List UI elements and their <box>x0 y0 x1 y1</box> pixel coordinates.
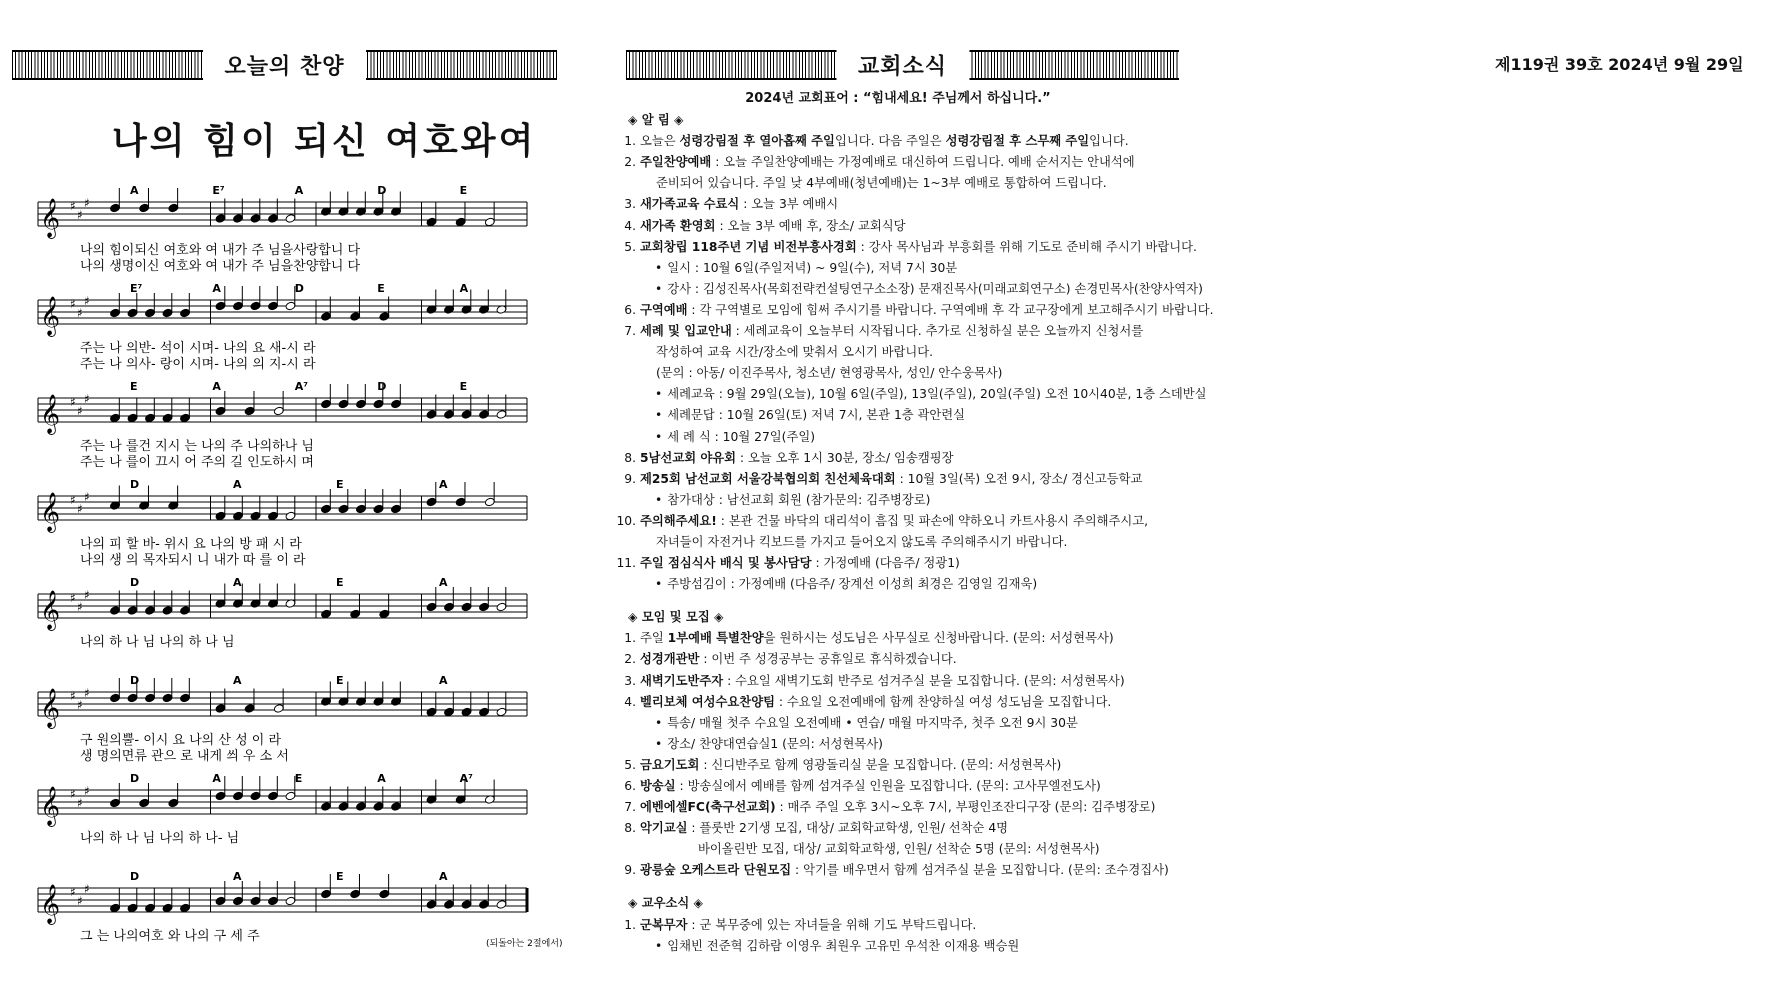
item-heading: 성경개관반 <box>640 652 700 667</box>
lyric-line: 생 명의면류 관으 로 내게 씌 우 소 서 <box>80 749 289 764</box>
item-heading: 제25회 남선교회 서울강북협의회 친선체육대회 <box>640 471 896 486</box>
item-number: 9. <box>624 471 636 486</box>
bullet-line: • 일시 : 10월 6일(주일저녁) ~ 9일(수), 저녁 7시 30분 <box>628 258 1188 279</box>
sharp-sign: ♯ <box>84 882 90 896</box>
praise-header-bar <box>12 50 557 80</box>
notice-item <box>616 511 1188 532</box>
lyric-line: 주는 나 의사- 랑이 시며- 나의 의 지-시 라 <box>80 357 316 372</box>
item-text: : 가정예배 (다음주/ 정광1) <box>811 556 960 571</box>
item-number: 1. <box>624 134 636 149</box>
notice-item <box>624 152 1188 173</box>
item-text: : 방송실에서 예배를 함께 섬겨주실 인원을 모집합니다. (문의: 고사무엘전도사) <box>675 779 1101 793</box>
item-number: 7. <box>624 324 636 339</box>
bullet-line: • 특송/ 매월 첫주 수요일 오전예배 • 연습/ 매월 마지막주, 첫주 오전 9시 30분 <box>628 713 1188 734</box>
chord-label: D <box>130 576 140 589</box>
item-text: 입니다. <box>1089 134 1129 149</box>
bullet-line: • 장소/ 찬양대연습실1 (문의: 서성현목사) <box>628 734 1188 755</box>
lyric-line: 구 원의뿔- 이시 요 나의 산 성 이 라 <box>80 733 282 748</box>
notice-item <box>624 755 1188 776</box>
continuation-line: 자녀들이 자전거나 킥보드를 가지고 들어오지 않도록 주의해주시기 바랍니다. <box>656 534 1068 549</box>
item-text: 입니다. 다음 주일은 <box>834 134 946 149</box>
item-text: : 본관 건물 바닥의 대리석이 흠집 및 파손에 약하오니 카트사용시 주의해주시고, <box>716 513 1149 528</box>
chord-label: D <box>130 772 140 785</box>
chord-label: D <box>130 870 140 883</box>
chord-label: A <box>233 674 242 687</box>
item-heading: 악기교실 <box>640 821 688 836</box>
item-text: 을 원하시는 성도님은 사무실로 신청바랍니다. (문의: 서성현목사) <box>763 631 1114 646</box>
bullet-line: • 강사 : 김성진목사(목회전략컨설팅연구소소장) 문재진목사(미래교회연구소) 손경민목사(찬양사역자) <box>628 279 1188 300</box>
item-text: : 오늘 3부 예배시 <box>739 197 839 212</box>
item-number: 5. <box>624 757 636 772</box>
notice-item <box>624 860 1188 881</box>
chord-label: E⁷ <box>130 282 143 295</box>
chord-label: D <box>294 282 304 295</box>
item-heading: 에벤에셀FC(축구선교회) <box>640 800 776 815</box>
sharp-sign: ♯ <box>77 894 83 908</box>
item-number: 10. <box>616 513 636 528</box>
chord-label: A <box>212 380 221 393</box>
item-text: : 군 복무중에 있는 자녀들을 위해 기도 부탁드립니다. <box>687 917 977 932</box>
chord-label: A <box>130 184 139 197</box>
item-heading: 새벽기도반주자 <box>640 673 724 688</box>
item-heading: 벨리보체 여성수요찬양팀 <box>640 694 775 709</box>
sharp-sign: ♯ <box>84 784 90 798</box>
item-heading: 군복무자 <box>640 917 688 932</box>
lyric-line: 그 는 나의여호 와 나의 구 세 주 <box>80 929 260 944</box>
chord-label: A <box>439 870 448 883</box>
item-heading: 세례 및 입교안내 <box>640 324 732 339</box>
sharp-sign: ♯ <box>77 306 83 320</box>
chord-label: A <box>233 870 242 883</box>
item-number: 4. <box>624 694 636 709</box>
item-heading: 금요기도회 <box>640 757 700 772</box>
item-text: : 10월 3일(목) 오전 9시, 장소/ 경신고등학교 <box>895 471 1143 486</box>
item-number: 5. <box>624 239 636 254</box>
bullet-line: • 참가대상 : 남선교회 회원 (참가문의: 김주병장로) <box>628 490 1188 511</box>
treble-clef: 𝄞 <box>40 884 61 924</box>
chord-label: E <box>336 478 344 491</box>
item-text: : 이번 주 성경공부는 공휴일로 휴식하겠습니다. <box>699 652 957 667</box>
notice-item <box>624 915 1188 936</box>
notice-item <box>624 797 1188 818</box>
chord-label: E <box>459 380 468 393</box>
item-text: : 플룻반 2기생 모집, 대상/ 교회학교학생, 인원/ 선착순 4명 <box>687 821 1009 836</box>
chord-label: A <box>233 478 242 491</box>
item-number: 2. <box>624 652 636 667</box>
treble-clef: 𝄞 <box>40 688 61 728</box>
chord-label: A⁷ <box>294 380 309 393</box>
item-text: : 수요일 새벽기도회 반주로 섬겨주실 분을 모집합니다. (문의: 서성현목사) <box>723 673 1125 688</box>
news-header: 교회소식 <box>836 49 969 82</box>
item-text: : 강사 목사님과 부흥회를 위해 기도로 준비해 주시기 바랍니다. <box>856 239 1197 254</box>
notice-item <box>624 194 1188 215</box>
lyric-line: 주는 나 를이 끄시 어 주의 길 인도하시 며 <box>80 455 314 470</box>
repeat-note: (되돌아는 2절에서) <box>486 939 563 949</box>
chord-label: A <box>439 478 448 491</box>
item-heading: 광릉숲 오케스트라 단원모집 <box>640 863 792 878</box>
item-heading: 1부예배 특별찬양 <box>667 631 764 646</box>
treble-clef: 𝄞 <box>40 786 61 826</box>
item-number: 6. <box>624 302 636 317</box>
sharp-sign: ♯ <box>70 885 76 899</box>
notice-item <box>624 649 1188 670</box>
sharp-sign: ♯ <box>84 294 90 308</box>
song-title: 나의 힘이 되신 여호와여 <box>112 121 537 162</box>
item-number: 4. <box>624 218 636 233</box>
sharp-sign: ♯ <box>84 686 90 700</box>
lyric-line: 나의 생 의 목자되시 니 내가 따 를 이 라 <box>80 553 306 568</box>
item-heading: 새가족교육 수료식 <box>640 197 740 212</box>
item-text: : 각 구역별로 모임에 힘써 주시기를 바랍니다. 구역예배 후 각 교구장에게 보고해주시기 바랍니다. <box>687 302 1214 317</box>
item-number: 1. <box>624 917 636 932</box>
church-motto: 2024년 교회표어 : “힘내세요! 주님께서 하십니다.” <box>745 91 1051 106</box>
continuation-line: (문의 : 아동/ 이진주목사, 청소년/ 현영광목사, 성인/ 안수웅목사) <box>656 366 1003 381</box>
item-text: : 오늘 3부 예배 후, 장소/ 교회식당 <box>715 218 906 233</box>
item-heading: 성령강림절 후 열아홉째 주일 <box>679 134 835 149</box>
treble-clef: 𝄞 <box>40 492 61 532</box>
bullet-line: • 세례교육 : 9월 29일(오늘), 10월 6일(주일), 13일(주일), 20일(주일) 오전 10시40분, 1층 스데반실 <box>628 384 1188 405</box>
item-number: 3. <box>624 673 636 688</box>
chord-label: A <box>212 282 221 295</box>
chord-label: D <box>130 674 140 687</box>
item-text: : 오늘 주일찬양예배는 가정예배로 대신하여 드립니다. 예배 순서지는 안내석에 <box>711 155 1135 170</box>
item-text: : 악기를 배우면서 함께 섬겨주실 분을 모집합니다. (문의: 조수경집사) <box>791 863 1169 878</box>
item-heading: 주일찬양예배 <box>640 155 712 170</box>
bullet-line: • 임채빈 전준혁 김하람 이영우 최원우 고유민 우석찬 이재용 백승원 <box>628 936 1188 957</box>
item-text: : 매주 주일 오후 3시~오후 7시, 부평인조잔디구장 (문의: 김주병장로) <box>775 800 1156 815</box>
notice-item <box>624 131 1188 152</box>
lyric-line: 나의 하 나 님 나의 하 나- 님 <box>80 831 240 846</box>
lyric-line: 나의 생명이신 여호와 여 내가 주 님을찬양합니 다 <box>80 259 361 274</box>
sharp-sign: ♯ <box>84 392 90 406</box>
treble-clef: 𝄞 <box>40 198 61 238</box>
item-heading: 새가족 환영회 <box>640 218 716 233</box>
item-text: 오늘은 <box>640 134 680 149</box>
chord-label: A <box>377 772 386 785</box>
chord-label: E <box>377 282 385 295</box>
chord-label: A <box>439 674 448 687</box>
chord-label: E <box>130 380 138 393</box>
continuation-line: 작성하여 교육 시간/장소에 맞춰서 오시기 바랍니다. <box>656 345 934 360</box>
sharp-sign: ♯ <box>70 591 76 605</box>
notice-item <box>624 469 1188 490</box>
sheet-music <box>30 182 565 972</box>
item-number: 3. <box>624 197 636 212</box>
chord-label: E <box>336 674 344 687</box>
item-heading: 구역예배 <box>640 302 688 317</box>
lyric-line: 나의 하 나 님 나의 하 나 님 <box>80 635 235 650</box>
item-number: 8. <box>624 450 636 465</box>
section-title: ◈ 교우소식 ◈ <box>628 896 703 911</box>
chord-label: A <box>439 576 448 589</box>
sharp-sign: ♯ <box>84 196 90 210</box>
chord-label: E⁷ <box>212 184 225 197</box>
notice-item <box>624 628 1188 649</box>
sharp-sign: ♯ <box>77 796 83 810</box>
notice-item <box>624 671 1188 692</box>
notice-item <box>624 776 1188 797</box>
news-header-bar <box>626 50 1179 80</box>
item-number: 11. <box>616 556 636 571</box>
lyric-line: 나의 피 할 바- 위시 요 나의 방 패 시 라 <box>80 537 302 552</box>
sharp-sign: ♯ <box>70 493 76 507</box>
notice-item <box>624 216 1188 237</box>
item-number: 7. <box>624 800 636 815</box>
item-heading: 교회창립 118주년 기념 비전부흥사경회 <box>640 239 857 254</box>
section-title: ◈ 모임 및 모집 ◈ <box>628 610 724 625</box>
chord-label: D <box>377 184 387 197</box>
item-heading: 주의해주세요! <box>640 513 717 528</box>
item-number: 2. <box>624 155 636 170</box>
notice-item <box>624 448 1188 469</box>
sharp-sign: ♯ <box>77 404 83 418</box>
news-sections <box>616 110 1214 957</box>
notice-item <box>624 300 1214 321</box>
chord-label: A <box>233 576 242 589</box>
sharp-sign: ♯ <box>84 490 90 504</box>
sharp-sign: ♯ <box>84 588 90 602</box>
item-heading: 5남선교회 야유회 <box>640 450 736 465</box>
bullet-line: • 주방섬김이 : 가정예배 (다음주/ 장계선 이성희 최경은 김영일 김재욱) <box>628 574 1188 595</box>
chord-label: E <box>336 576 344 589</box>
chord-label: A <box>459 282 469 295</box>
item-number: 8. <box>624 821 636 836</box>
notice-item <box>616 553 1188 574</box>
treble-clef: 𝄞 <box>40 296 61 336</box>
sharp-sign: ♯ <box>77 600 83 614</box>
sharp-sign: ♯ <box>70 395 76 409</box>
sharp-sign: ♯ <box>70 297 76 311</box>
continuation-line: 준비되어 있습니다. 주일 낮 4부예배(청년예배)는 1~3부 예배로 통합하여 드립니다. <box>656 176 1107 191</box>
item-text: : 세례교육이 오늘부터 시작됩니다. 추가로 신청하실 분은 오늘까지 신청서를 <box>731 324 1144 339</box>
item-number: 1. <box>624 631 636 646</box>
issue-info: 제119권 39호 2024년 9월 29일 <box>1495 55 1744 74</box>
section-title: ◈ 알 림 ◈ <box>628 113 684 128</box>
chord-label: E <box>336 870 344 883</box>
sharp-sign: ♯ <box>70 787 76 801</box>
bullet-line: • 세 례 식 : 10월 27일(주일) <box>628 427 1188 448</box>
chord-label: A <box>212 772 221 785</box>
notice-item <box>624 237 1197 258</box>
chord-label: A <box>294 184 304 197</box>
lyric-line: 주는 나 를건 지시 는 나의 주 나의하나 님 <box>80 439 314 454</box>
item-number: 6. <box>624 779 636 793</box>
bullet-line: • 세례문답 : 10월 26일(토) 저녁 7시, 본관 1층 곽안련실 <box>628 405 1188 426</box>
item-heading: 주일 점심식사 배식 및 봉사담당 <box>640 556 812 571</box>
notice-item <box>624 321 1188 342</box>
notice-item <box>624 692 1188 713</box>
item-text: : 수요일 오전예배에 함께 찬양하실 여성 성도님을 모집합니다. <box>774 694 1112 709</box>
lyric-line: 주는 나 의반- 석이 시며- 나의 요 새-시 라 <box>80 341 316 356</box>
sharp-sign: ♯ <box>70 689 76 703</box>
news-body <box>616 88 1214 957</box>
item-text: 주일 <box>640 631 668 646</box>
item-text: : 오늘 오후 1시 30분, 장소/ 임송캠핑장 <box>736 450 954 465</box>
sharp-sign: ♯ <box>77 208 83 222</box>
chord-label: A⁷ <box>459 772 473 785</box>
sharp-sign: ♯ <box>77 502 83 516</box>
sharp-sign: ♯ <box>70 199 76 213</box>
praise-header: 오늘의 찬양 <box>203 49 367 82</box>
treble-clef: 𝄞 <box>40 590 61 630</box>
chord-label: E <box>294 772 303 785</box>
chord-label: E <box>459 184 468 197</box>
lyric-line: 나의 힘이되신 여호와 여 내가 주 님을사랑합니 다 <box>80 243 361 258</box>
continuation-line: 바이올린반 모집, 대상/ 교회학교학생, 인원/ 선착순 5명 (문의: 서성현목사) <box>698 842 1100 857</box>
item-heading: 방송실 <box>640 779 676 793</box>
chord-label: D <box>130 478 140 491</box>
chord-label: D <box>377 380 387 393</box>
notice-item <box>624 818 1188 839</box>
item-text: : 신디반주로 함께 영광돌리실 분을 모집합니다. (문의: 서성현목사) <box>699 757 1062 772</box>
item-number: 9. <box>624 863 636 878</box>
sharp-sign: ♯ <box>77 698 83 712</box>
treble-clef: 𝄞 <box>40 394 61 434</box>
item-heading: 성령강림절 후 스무째 주일 <box>945 134 1090 149</box>
